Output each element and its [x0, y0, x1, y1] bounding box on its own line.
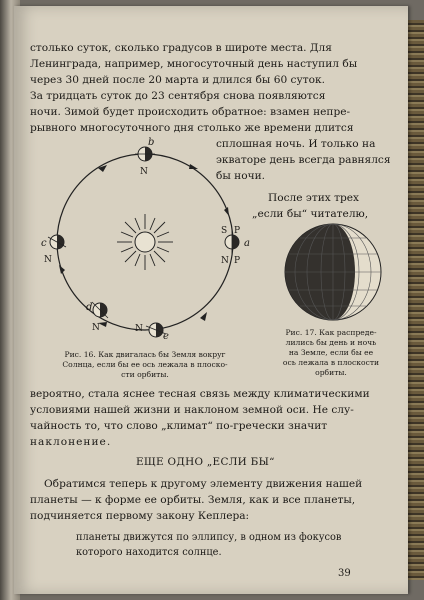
- orbit-arrow: [59, 265, 65, 274]
- quote-line: которого находится солнце.: [76, 547, 222, 558]
- text-line: За тридцать суток до 23 сентября снова появляются: [30, 90, 326, 102]
- page-edges: [408, 20, 424, 580]
- figure-16-caption: [40, 350, 250, 380]
- label-n: N: [135, 324, 143, 334]
- figure-17-globe: [272, 222, 394, 322]
- label-d: d: [86, 302, 93, 313]
- label-b: b: [148, 137, 155, 148]
- label-n: N: [92, 323, 100, 333]
- sun-icon: [117, 214, 173, 270]
- orbit-arrow: [98, 165, 107, 172]
- text-line: условиями нашей жизни и наклоном земной оси. Не слу-: [30, 404, 354, 416]
- orbit-arrow: [189, 164, 198, 169]
- text-line: вероятно, стала яснее тесная связь между климатическими: [30, 388, 370, 400]
- caption-line: сти орбиты.: [121, 370, 169, 379]
- text-line: бы ночи.: [216, 170, 266, 182]
- text-line: После этих трех: [268, 192, 359, 204]
- text-line: „если бы“ читателю,: [252, 208, 369, 220]
- label-e: e: [163, 331, 169, 342]
- label-p: P: [234, 226, 241, 236]
- earth-position-c: [41, 235, 66, 265]
- caption-line: Солнца, если бы ее ось лежала в плоско-: [62, 360, 228, 369]
- earth-position-d: [86, 302, 108, 333]
- text-line: сплошная ночь. И только на: [216, 138, 376, 150]
- text-line: Ленинграда, например, многосуточный день наступил бы: [30, 58, 358, 70]
- section-heading: ЕЩЕ ОДНО „ЕСЛИ БЫ“: [136, 456, 275, 468]
- text-line: планеты — к форме ее орбиты. Земля, как и все планеты,: [30, 494, 356, 506]
- text-line: чайность то, что слово „климат“ по-гречески значит: [30, 420, 328, 432]
- label-c: c: [41, 238, 47, 249]
- text-line: подчиняется первому закону Кеплера:: [30, 510, 250, 522]
- caption-line: орбиты.: [315, 368, 347, 377]
- label-n: N: [221, 256, 229, 266]
- earth-position-b: [135, 137, 155, 177]
- caption-line: на Земле, если бы ее: [288, 348, 374, 357]
- earth-position-e: [135, 323, 169, 342]
- orbit-arrow: [200, 312, 207, 321]
- text-line: Обратимся теперь к другому элементу движения нашей: [44, 478, 363, 490]
- caption-line: лились бы день и ночь: [285, 338, 377, 347]
- book-page: [14, 6, 408, 594]
- caption-line: Рис. 17. Как распреде-: [285, 328, 377, 337]
- label-n: N: [44, 255, 52, 265]
- page-number: 39: [338, 568, 351, 579]
- text-line: экваторе день всегда равнялся: [216, 154, 391, 166]
- quote-line: планеты движутся по эллипсу, в одном из фокусов: [76, 532, 342, 543]
- figure-17-caption: [268, 328, 394, 378]
- label-a: a: [244, 238, 250, 249]
- text-line: рывного многосуточного дня столько же времени длится: [30, 122, 354, 134]
- caption-line: ось лежала в плоскости: [282, 358, 380, 367]
- text-line: наклонение.: [30, 436, 112, 448]
- label-s: S: [221, 226, 228, 236]
- earth-position-a: [221, 226, 250, 266]
- label-p: P: [234, 256, 241, 266]
- caption-line: Рис. 16. Как двигалась бы Земля вокруг: [64, 350, 226, 359]
- orbit-arrow: [224, 207, 229, 216]
- text-line: через 30 дней после 20 марта и длился бы 60 суток.: [30, 74, 325, 86]
- text-line: ночи. Зимой будет происходить обратное: взамен непре-: [30, 106, 351, 118]
- figure-16-orbit-diagram: [32, 134, 270, 349]
- text-line: столько суток, сколько градусов в широте места. Для: [30, 42, 332, 54]
- label-n: N: [140, 167, 148, 177]
